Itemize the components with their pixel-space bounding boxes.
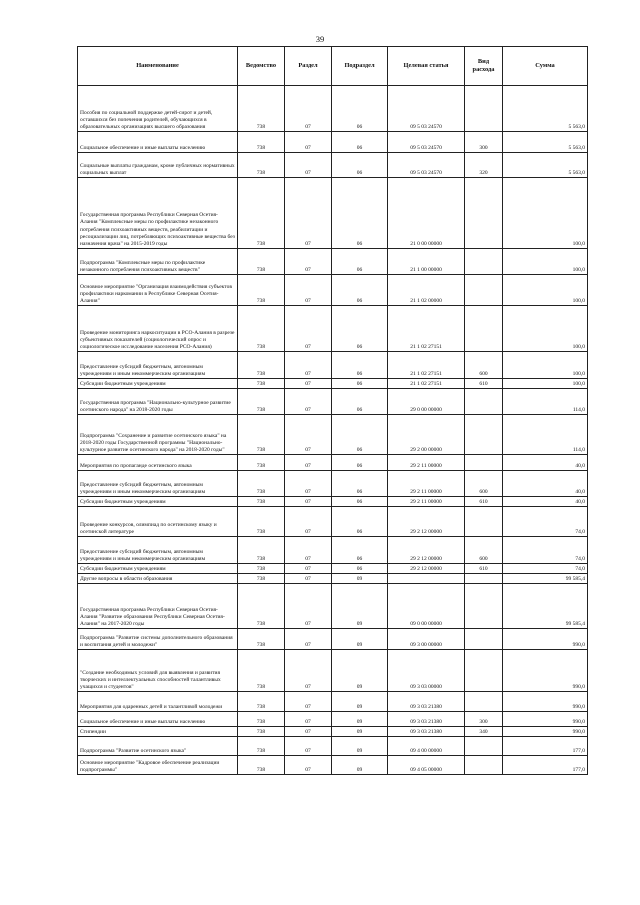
row-celevaya-statya: 09 5 03 24570: [388, 132, 465, 153]
row-vedomstvo: 738: [238, 737, 285, 756]
row-vedomstvo: 738: [238, 574, 285, 584]
row-name: Субсидии бюджетным учреждениям: [78, 379, 238, 389]
row-podrazdel: 09: [332, 574, 388, 584]
row-name: Мероприятия для одаренных детей и талантливой молодежи: [78, 692, 238, 712]
page-number: 39: [315, 34, 325, 44]
row-summa: 100,0: [503, 306, 588, 352]
row-vedomstvo: 738: [238, 650, 285, 692]
row-summa: 990,0: [503, 629, 588, 650]
row-vid-rashoda: [465, 650, 503, 692]
table-row: [78, 178, 588, 249]
row-vedomstvo: 738: [238, 629, 285, 650]
row-razdel: 07: [285, 132, 332, 153]
row-summa: 990,0: [503, 650, 588, 692]
row-name: Государственная программа Республики Северная Осетия-Алания "Комплексные меры по профилактике незаконного потребления психоактивных веществ, реабилитации и ресоциализации лиц, потребляющих психоактивные вещества без назначения врача" на 2015-2019 годы: [78, 178, 238, 249]
row-celevaya-statya: 09 4 05 00000: [388, 756, 465, 775]
row-podrazdel: 06: [332, 564, 388, 574]
table-row: [78, 564, 588, 574]
row-summa: 40,0: [503, 497, 588, 507]
row-podrazdel: 06: [332, 379, 388, 389]
row-summa: 5 563,0: [503, 153, 588, 178]
row-summa: 74,0: [503, 537, 588, 564]
table-row: [78, 574, 588, 584]
table-body: [78, 86, 588, 775]
row-celevaya-statya: 21 1 02 27151: [388, 306, 465, 352]
row-razdel: 07: [285, 537, 332, 564]
row-vedomstvo: 738: [238, 471, 285, 497]
row-podrazdel: 09: [332, 650, 388, 692]
row-name: Проведение мониторинга наркоситуации в РСО-Алания в разрезе субъективных показателей (социологический опрос и социологическое исследование населения РСО-Алания): [78, 306, 238, 352]
table-row: [78, 629, 588, 650]
row-vid-rashoda: 340: [465, 727, 503, 737]
row-celevaya-statya: 29 2 11 00000: [388, 471, 465, 497]
row-celevaya-statya: 21 1 02 27151: [388, 352, 465, 379]
row-podrazdel: 09: [332, 727, 388, 737]
row-vedomstvo: 738: [238, 153, 285, 178]
row-name: Государственная программа "Национально-культурное развитие осетинского народа" на 2018-2020 годы: [78, 389, 238, 415]
row-podrazdel: 06: [332, 132, 388, 153]
row-summa: 177,0: [503, 737, 588, 756]
row-vid-rashoda: [465, 584, 503, 629]
row-name: Подпрограмма "Развитие осетинского языка": [78, 737, 238, 756]
table-row: [78, 727, 588, 737]
row-celevaya-statya: 29 2 12 00000: [388, 537, 465, 564]
row-razdel: 07: [285, 650, 332, 692]
table-row: [78, 389, 588, 415]
row-summa: 990,0: [503, 692, 588, 712]
row-razdel: 07: [285, 692, 332, 712]
row-celevaya-statya: 09 3 03 21380: [388, 727, 465, 737]
row-name: Пособия по социальной поддержке детей-сирот и детей, оставшихся без попечения родителей, обучающихся в образовательных организациях высшего образования: [78, 86, 238, 132]
row-summa: 74,0: [503, 507, 588, 537]
row-name: Предоставление субсидий бюджетным, автономным учреждениям и иным некоммерческим организациям: [78, 471, 238, 497]
row-vid-rashoda: [465, 756, 503, 775]
row-name: Субсидии бюджетным учреждениям: [78, 564, 238, 574]
row-vid-rashoda: 600: [465, 352, 503, 379]
header-vedomstvo: Ведомство: [238, 47, 285, 86]
row-vid-rashoda: [465, 306, 503, 352]
row-celevaya-statya: 09 0 00 00000: [388, 584, 465, 629]
row-podrazdel: 09: [332, 629, 388, 650]
row-celevaya-statya: 29 0 00 00000: [388, 389, 465, 415]
table-row: [78, 712, 588, 727]
row-celevaya-statya: 09 3 03 00000: [388, 650, 465, 692]
row-podrazdel: 09: [332, 712, 388, 727]
row-name: Проведение конкурсов, олимпиад по осетинскому языку и осетинской литературе: [78, 507, 238, 537]
budget-table: [77, 46, 588, 775]
row-vedomstvo: 738: [238, 379, 285, 389]
row-razdel: 07: [285, 712, 332, 727]
row-celevaya-statya: 09 3 00 00000: [388, 629, 465, 650]
row-name: Государственная программа Республики Северная Осетия-Алания "Развитие образования Республики Северная Осетия-Алания" на 2017-2020 годы: [78, 584, 238, 629]
row-name: Основное мероприятие "Организация взаимодействия субъектов профилактики наркомании в Республике Северная Осетия-Алания": [78, 275, 238, 306]
table-row: [78, 737, 588, 756]
header-name: Наименование: [78, 47, 238, 86]
table-row: [78, 379, 588, 389]
row-razdel: 07: [285, 178, 332, 249]
row-vedomstvo: 738: [238, 306, 285, 352]
row-vid-rashoda: [465, 275, 503, 306]
row-summa: 40,0: [503, 471, 588, 497]
row-podrazdel: 06: [332, 415, 388, 455]
row-summa: 100,0: [503, 275, 588, 306]
row-razdel: 07: [285, 737, 332, 756]
row-razdel: 07: [285, 275, 332, 306]
row-podrazdel: 06: [332, 249, 388, 275]
row-podrazdel: 09: [332, 692, 388, 712]
row-name: Социальные выплаты гражданам, кроме публичных нормативных социальных выплат: [78, 153, 238, 178]
row-vid-rashoda: 600: [465, 537, 503, 564]
row-podrazdel: 06: [332, 497, 388, 507]
row-vedomstvo: 738: [238, 178, 285, 249]
row-vid-rashoda: 300: [465, 712, 503, 727]
row-summa: 100,0: [503, 352, 588, 379]
row-vedomstvo: 738: [238, 564, 285, 574]
table-row: [78, 249, 588, 275]
table-row: [78, 537, 588, 564]
row-vedomstvo: 738: [238, 275, 285, 306]
row-celevaya-statya: 29 2 11 00000: [388, 497, 465, 507]
table-row: [78, 584, 588, 629]
table-row: [78, 352, 588, 379]
row-vedomstvo: 738: [238, 389, 285, 415]
row-vedomstvo: 738: [238, 352, 285, 379]
row-razdel: 07: [285, 756, 332, 775]
header-podrazdel: Подраздел: [332, 47, 388, 86]
header-vid-rashoda: Вид расхода: [465, 47, 503, 86]
row-vid-rashoda: [465, 249, 503, 275]
row-celevaya-statya: 29 2 12 00000: [388, 507, 465, 537]
row-summa: 114,0: [503, 389, 588, 415]
row-name: Субсидии бюджетным учреждениям: [78, 497, 238, 507]
table-row: [78, 455, 588, 471]
row-summa: 114,0: [503, 415, 588, 455]
row-vid-rashoda: 320: [465, 153, 503, 178]
row-podrazdel: 09: [332, 737, 388, 756]
row-celevaya-statya: 09 3 03 21380: [388, 692, 465, 712]
row-razdel: 07: [285, 389, 332, 415]
row-podrazdel: 06: [332, 275, 388, 306]
row-vedomstvo: 738: [238, 712, 285, 727]
row-vid-rashoda: [465, 692, 503, 712]
row-razdel: 07: [285, 727, 332, 737]
row-razdel: 07: [285, 415, 332, 455]
row-vid-rashoda: [465, 574, 503, 584]
row-podrazdel: 06: [332, 306, 388, 352]
row-razdel: 07: [285, 153, 332, 178]
row-vedomstvo: 738: [238, 415, 285, 455]
row-vid-rashoda: [465, 455, 503, 471]
row-vid-rashoda: 300: [465, 132, 503, 153]
row-vedomstvo: 738: [238, 86, 285, 132]
table-row: [78, 86, 588, 132]
row-celevaya-statya: [388, 574, 465, 584]
row-razdel: 07: [285, 471, 332, 497]
row-name: Мероприятия по пропаганде осетинского языка: [78, 455, 238, 471]
row-razdel: 07: [285, 352, 332, 379]
row-vedomstvo: 738: [238, 507, 285, 537]
row-celevaya-statya: 21 1 02 00000: [388, 275, 465, 306]
row-razdel: 07: [285, 584, 332, 629]
row-podrazdel: 06: [332, 178, 388, 249]
row-podrazdel: 06: [332, 507, 388, 537]
row-summa: 40,0: [503, 455, 588, 471]
row-name: Подпрограмма "Сохранение и развитие осетинского языка" на 2018-2020 годы Государственной программы "Национально-культурное развитие осетинского народа" на 2018-2020 годы": [78, 415, 238, 455]
table-header-row: [78, 47, 588, 86]
row-vid-rashoda: [465, 178, 503, 249]
row-summa: 5 563,0: [503, 132, 588, 153]
row-razdel: 07: [285, 455, 332, 471]
row-celevaya-statya: 29 2 11 00000: [388, 455, 465, 471]
row-vedomstvo: 738: [238, 692, 285, 712]
row-vid-rashoda: [465, 737, 503, 756]
row-name: Предоставление субсидий бюджетным, автономным учреждениям и иным некоммерческим организациям: [78, 352, 238, 379]
header-summa: Сумма: [503, 47, 588, 86]
table-row: [78, 650, 588, 692]
row-celevaya-statya: 09 4 00 00000: [388, 737, 465, 756]
row-summa: 177,0: [503, 756, 588, 775]
row-razdel: 07: [285, 497, 332, 507]
row-vedomstvo: 738: [238, 249, 285, 275]
header-razdel: Раздел: [285, 47, 332, 86]
row-vid-rashoda: [465, 415, 503, 455]
row-vedomstvo: 738: [238, 727, 285, 737]
row-vid-rashoda: [465, 86, 503, 132]
row-celevaya-statya: 29 2 00 00000: [388, 415, 465, 455]
row-vid-rashoda: 610: [465, 379, 503, 389]
row-podrazdel: 06: [332, 471, 388, 497]
row-razdel: 07: [285, 86, 332, 132]
table-row: [78, 306, 588, 352]
row-name: Другие вопросы в области образования: [78, 574, 238, 584]
table-row: [78, 507, 588, 537]
row-summa: 100,0: [503, 379, 588, 389]
row-razdel: 07: [285, 564, 332, 574]
row-razdel: 07: [285, 379, 332, 389]
row-summa: 99 585,4: [503, 584, 588, 629]
row-podrazdel: 06: [332, 389, 388, 415]
row-razdel: 07: [285, 249, 332, 275]
table-row: [78, 471, 588, 497]
row-vid-rashoda: [465, 629, 503, 650]
row-name: Основное мероприятие "Кадровое обеспечение реализации подпрограммы": [78, 756, 238, 775]
row-razdel: 07: [285, 574, 332, 584]
row-vid-rashoda: [465, 507, 503, 537]
table-row: [78, 756, 588, 775]
row-podrazdel: 06: [332, 153, 388, 178]
row-summa: 100,0: [503, 178, 588, 249]
row-summa: 99 585,4: [503, 574, 588, 584]
row-name: "Создание необходимых условий для выявления и развития творческих и интеллектуальных способностей талантливых учащихся и студентов": [78, 650, 238, 692]
table-row: [78, 497, 588, 507]
row-celevaya-statya: 09 5 03 24570: [388, 86, 465, 132]
table-row: [78, 153, 588, 178]
row-vedomstvo: 738: [238, 497, 285, 507]
row-razdel: 07: [285, 629, 332, 650]
row-podrazdel: 09: [332, 756, 388, 775]
header-celevaya-statya: Целевая статья: [388, 47, 465, 86]
row-podrazdel: 09: [332, 584, 388, 629]
row-name: Предоставление субсидий бюджетным, автономным учреждениям и иным некоммерческим организациям: [78, 537, 238, 564]
row-vedomstvo: 738: [238, 537, 285, 564]
row-vid-rashoda: [465, 389, 503, 415]
row-razdel: 07: [285, 306, 332, 352]
row-vedomstvo: 738: [238, 455, 285, 471]
row-vedomstvo: 738: [238, 132, 285, 153]
row-name: Социальное обеспечение и иные выплаты населению: [78, 132, 238, 153]
row-celevaya-statya: 21 1 02 27151: [388, 379, 465, 389]
row-vid-rashoda: 610: [465, 497, 503, 507]
row-podrazdel: 06: [332, 352, 388, 379]
row-summa: 5 563,0: [503, 86, 588, 132]
row-vid-rashoda: 610: [465, 564, 503, 574]
row-podrazdel: 06: [332, 86, 388, 132]
row-name: Подпрограмма "Комплексные меры по профилактике незаконного потребления психоактивных веществ": [78, 249, 238, 275]
row-name: Подпрограмма "Развитие системы дополнительного образования и воспитания детей и молодежи": [78, 629, 238, 650]
row-podrazdel: 06: [332, 537, 388, 564]
row-podrazdel: 06: [332, 455, 388, 471]
row-razdel: 07: [285, 507, 332, 537]
row-name: Стипендии: [78, 727, 238, 737]
row-celevaya-statya: 29 2 12 00000: [388, 564, 465, 574]
row-celevaya-statya: 09 5 03 24570: [388, 153, 465, 178]
row-vedomstvo: 738: [238, 756, 285, 775]
table-row: [78, 692, 588, 712]
row-summa: 100,0: [503, 249, 588, 275]
row-celevaya-statya: 21 1 00 00000: [388, 249, 465, 275]
row-vedomstvo: 738: [238, 584, 285, 629]
row-celevaya-statya: 09 3 03 21380: [388, 712, 465, 727]
row-summa: 74,0: [503, 564, 588, 574]
table-row: [78, 275, 588, 306]
row-name: Социальное обеспечение и иные выплаты населению: [78, 712, 238, 727]
table-row: [78, 415, 588, 455]
row-celevaya-statya: 21 0 00 00000: [388, 178, 465, 249]
row-summa: 990,0: [503, 727, 588, 737]
row-summa: 990,0: [503, 712, 588, 727]
table-row: [78, 132, 588, 153]
row-vid-rashoda: 600: [465, 471, 503, 497]
